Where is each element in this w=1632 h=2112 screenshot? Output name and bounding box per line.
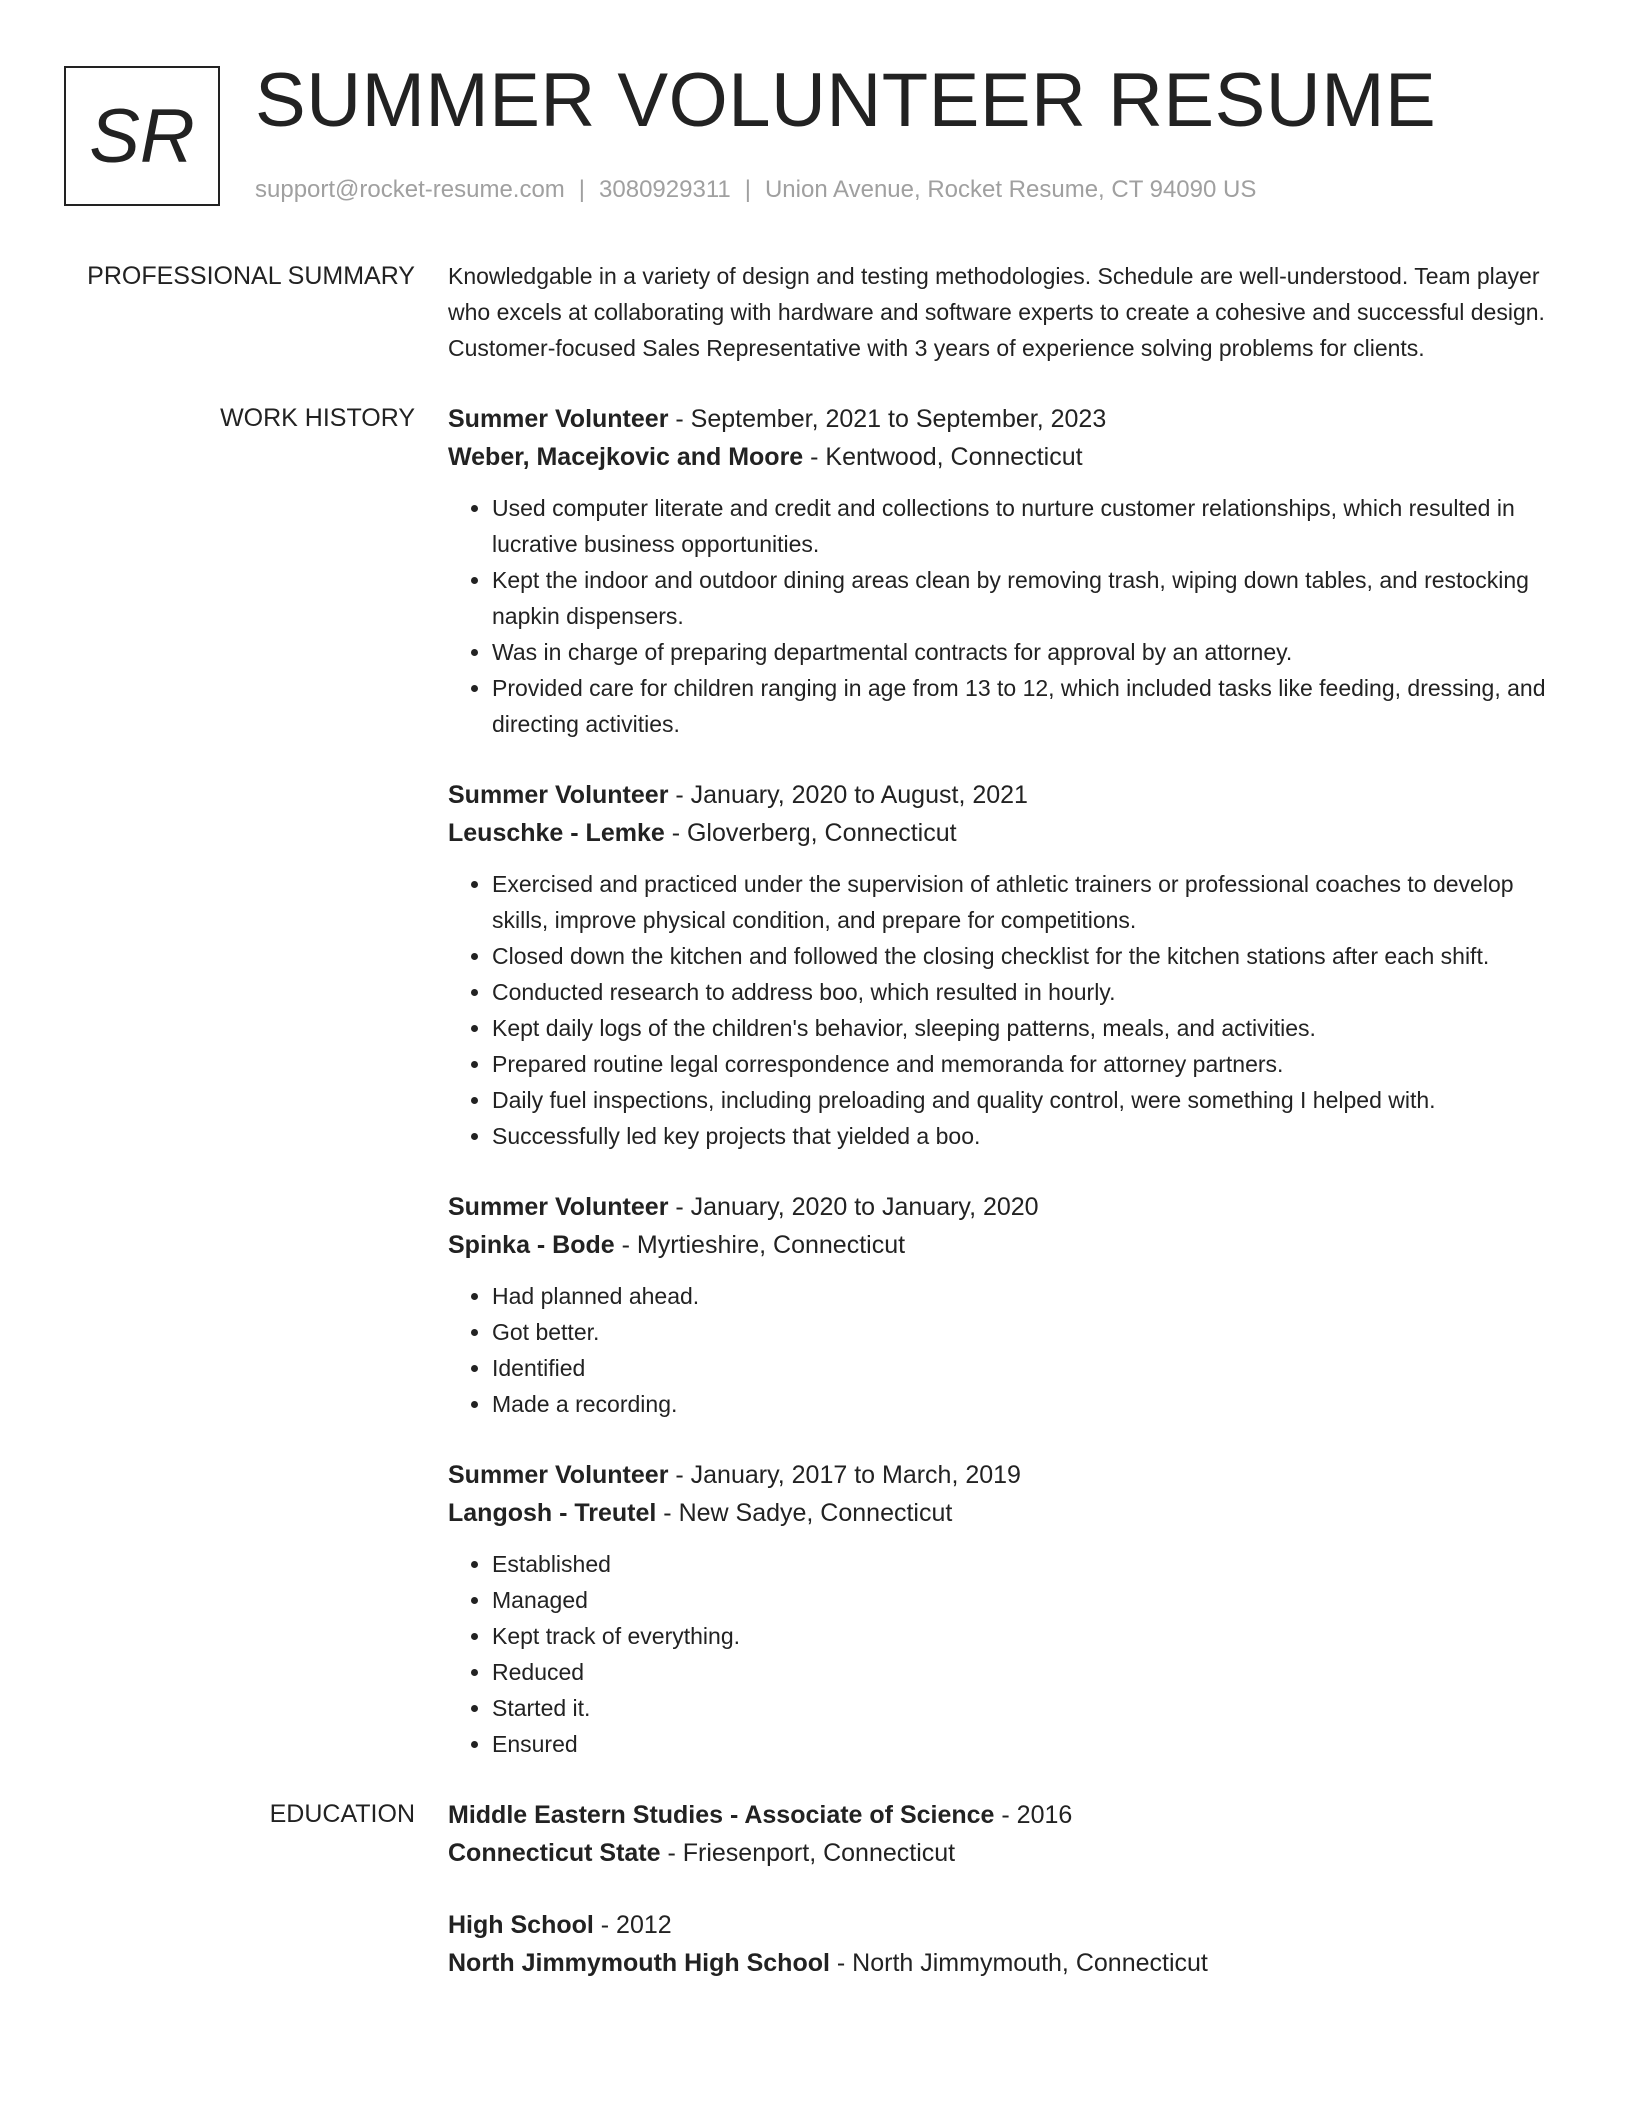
- job-title-line: [448, 400, 1558, 438]
- job-bullet: • Provided care for children ranging in age from 13 to 12, which included tasks like feeding, dressing, and directing activities.: [492, 670, 1558, 742]
- job-dates: - January, 2017 to March, 2019: [668, 1461, 1021, 1489]
- job-dates: - January, 2020 to August, 2021: [668, 781, 1028, 809]
- job-bullet: • Kept track of everything.: [492, 1618, 1558, 1654]
- job-bullet: • Kept daily logs of the children's behavior, sleeping patterns, meals, and activities.: [492, 1010, 1558, 1046]
- job-bullet: • Identified: [492, 1350, 1558, 1386]
- company-location: - Gloverberg, Connecticut: [664, 819, 957, 847]
- job-title: Summer Volunteer: [448, 781, 669, 809]
- job-entry: [448, 776, 1558, 1154]
- degree-year: - 2012: [593, 1911, 672, 1939]
- summary-section: [0, 258, 1632, 400]
- job-bullet: • Exercised and practiced under the supervision of athletic trainers or professional coaches to develop skills, improve physical condition, and prepare for competitions.: [492, 866, 1558, 938]
- company-location: - New Sadye, Connecticut: [656, 1499, 953, 1527]
- job-bullets: [448, 866, 1558, 1154]
- job-bullet: • Was in charge of preparing departmental contracts for approval by an attorney.: [492, 634, 1558, 670]
- resume-content: [0, 258, 1632, 2016]
- school-line: [448, 1834, 1558, 1872]
- degree-name: High School: [448, 1911, 594, 1939]
- education-label: EDUCATION: [269, 1800, 415, 1828]
- contact-address: Union Avenue, Rocket Resume, CT 94090 US: [764, 176, 1257, 203]
- job-dates: - September, 2021 to September, 2023: [668, 405, 1107, 433]
- job-bullets: [448, 1546, 1558, 1762]
- job-bullet: • Started it.: [492, 1690, 1558, 1726]
- company-line: [448, 814, 1558, 852]
- company-name: Leuschke - Lemke: [448, 819, 665, 847]
- monogram-badge: [64, 66, 220, 206]
- company-line: [448, 438, 1558, 476]
- contact-separator: |: [578, 176, 586, 203]
- degree-name: Middle Eastern Studies - Associate of Science: [448, 1801, 995, 1829]
- company-line: [448, 1226, 1558, 1264]
- job-bullet: • Established: [492, 1546, 1558, 1582]
- job-bullet: • Prepared routine legal correspondence and memoranda for attorney partners.: [492, 1046, 1558, 1082]
- job-title-line: [448, 1188, 1558, 1226]
- school-line: [448, 1944, 1558, 1982]
- job-bullet: • Ensured: [492, 1726, 1558, 1762]
- job-list: [448, 400, 1558, 1796]
- school-location: - North Jimmymouth, Connecticut: [829, 1949, 1208, 1977]
- resume-title: SUMMER VOLUNTEER RESUME: [255, 58, 1437, 143]
- contact-separator: |: [744, 176, 751, 203]
- job-bullet: • Closed down the kitchen and followed the closing checklist for the kitchen stations after each shift.: [492, 938, 1558, 974]
- work-history-label: WORK HISTORY: [220, 404, 415, 432]
- company-name: Weber, Macejkovic and Moore: [448, 443, 804, 471]
- job-bullet: • Used computer literate and credit and collections to nurture customer relationships, which resulted in lucrative business opportunities.: [492, 490, 1558, 562]
- job-bullet: • Had planned ahead.: [492, 1278, 1558, 1314]
- job-title-line: [448, 776, 1558, 814]
- school-location: - Friesenport, Connecticut: [660, 1839, 956, 1867]
- contact-phone: 3080929311: [599, 176, 731, 203]
- monogram-initials: SR: [89, 93, 195, 179]
- job-entry: [448, 1188, 1558, 1422]
- job-dates: - January, 2020 to January, 2020: [668, 1193, 1039, 1221]
- education-list: [448, 1796, 1558, 2016]
- work-history-section: [0, 400, 1632, 1796]
- education-entry: [448, 1906, 1558, 1982]
- job-bullet: • Reduced: [492, 1654, 1558, 1690]
- job-bullet: • Got better.: [492, 1314, 1558, 1350]
- contact-email: support@rocket-resume.com: [255, 176, 565, 203]
- job-bullet: • Daily fuel inspections, including preloading and quality control, were something I helped with.: [492, 1082, 1558, 1118]
- company-location: - Kentwood, Connecticut: [803, 443, 1083, 471]
- job-title: Summer Volunteer: [448, 405, 669, 433]
- job-bullet: • Conducted research to address boo, which resulted in hourly.: [492, 974, 1558, 1010]
- job-bullets: [448, 1278, 1558, 1422]
- summary-text: Knowledgable in a variety of design and testing methodologies. Schedule are well-understood. Team player who excels at collaborating with hardware and software experts to create a cohesive and successful design. Customer-focused Sales Representative with 3 years of experience solving problems for clients.: [448, 263, 1545, 361]
- job-bullets: [448, 490, 1558, 742]
- company-name: Spinka - Bode: [448, 1231, 615, 1259]
- job-bullet: • Kept the indoor and outdoor dining areas clean by removing trash, wiping down tables, and restocking napkin dispensers.: [492, 562, 1558, 634]
- degree-year: - 2016: [994, 1801, 1073, 1829]
- company-name: Langosh - Treutel: [448, 1499, 657, 1527]
- job-title-line: [448, 1456, 1558, 1494]
- company-location: - Myrtieshire, Connecticut: [614, 1231, 906, 1259]
- job-entry: [448, 1456, 1558, 1762]
- job-entry: [448, 400, 1558, 742]
- contact-line: [255, 176, 1256, 204]
- job-title: Summer Volunteer: [448, 1461, 669, 1489]
- summary-label: PROFESSIONAL SUMMARY: [87, 262, 415, 290]
- school-name: Connecticut State: [448, 1839, 661, 1867]
- job-bullet: • Made a recording.: [492, 1386, 1558, 1422]
- school-name: North Jimmymouth High School: [448, 1949, 830, 1977]
- company-line: [448, 1494, 1558, 1532]
- degree-line: [448, 1796, 1558, 1834]
- job-title: Summer Volunteer: [448, 1193, 669, 1221]
- job-bullet: • Successfully led key projects that yielded a boo.: [492, 1118, 1558, 1154]
- job-bullet: • Managed: [492, 1582, 1558, 1618]
- education-section: [0, 1796, 1632, 2016]
- degree-line: [448, 1906, 1558, 1944]
- education-entry: [448, 1796, 1558, 1872]
